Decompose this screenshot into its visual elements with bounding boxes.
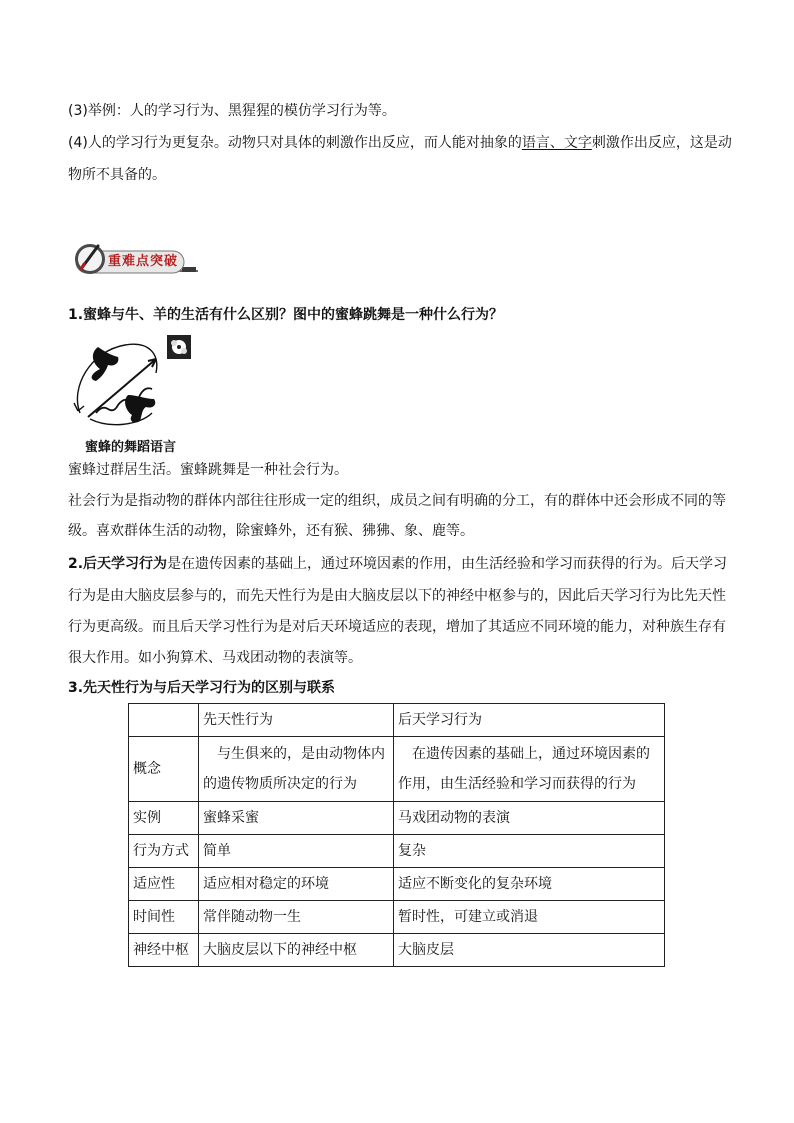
table-cell: 常伴随动物一生 — [199, 901, 394, 934]
table-cell: 适应相对稳定的环境 — [199, 868, 394, 901]
paragraph-4-underlined: 语言、文字 — [521, 135, 592, 151]
table-cell — [199, 737, 394, 802]
table-header-cell: 先天性行为 — [199, 704, 394, 737]
table-cell: 简单 — [199, 835, 394, 868]
paragraph-4 — [68, 133, 732, 153]
question-3-title: 3.先天性行为与后天学习行为的区别与联系 — [68, 680, 336, 696]
paragraph-2-line-2: 行为是由大脑皮层参与的，而先天性行为是由大脑皮层以下的神经中枢参与的，因此后天学习行为比先天性 — [68, 588, 726, 604]
brush-pen-icon — [75, 244, 105, 274]
explain-1-line-1: 社会行为是指动物的群体内部往往形成一定的组织，成员之间有明确的分工，有的群体中还会形成不同的等 — [68, 493, 726, 509]
table-row-label: 概念 — [129, 737, 199, 802]
flower-icon — [167, 335, 191, 359]
paragraph-4-text-b: 刺激作出反应，这是动 — [591, 135, 732, 151]
table-cell: 复杂 — [394, 835, 665, 868]
table-cell-line: 在遗传因素的基础上，通过环境因素的 — [398, 746, 650, 762]
paragraph-4-text-a: (4)人的学习行为更复杂。动物只对具体的刺激作出反应，而人能对抽象的 — [68, 135, 522, 151]
paragraph-2-text: 是在遗传因素的基础上，通过环境因素的作用，由生活经验和学习而获得的行为。后天学习 — [167, 556, 728, 572]
table-cell: 马戏团动物的表演 — [394, 802, 665, 835]
table-cell: 适应不断变化的复杂环境 — [394, 868, 665, 901]
table-cell — [394, 737, 665, 802]
paragraph-3: (3)举例：人的学习行为、黑猩猩的模仿学习行为等。 — [68, 103, 396, 119]
paragraph-2-line-3: 行为更高级。而且后天学习性行为是对后天环境适应的表现，增加了其适应不同环境的能力，对种族生存有 — [68, 619, 726, 635]
table-header-row — [129, 704, 665, 737]
table-row — [129, 934, 665, 967]
banner-title: 重难点突破 — [108, 254, 179, 269]
paragraph-4-continued: 物所不具备的。 — [68, 167, 166, 183]
table-row-label: 行为方式 — [129, 835, 199, 868]
table-row-label: 时间性 — [129, 901, 199, 934]
table-header-cell — [129, 704, 199, 737]
table-cell: 蜜蜂采蜜 — [199, 802, 394, 835]
bee-icon — [125, 395, 155, 423]
table-cell-line: 的遗传物质所决定的行为 — [203, 776, 357, 792]
explain-1-line-2: 级。喜欢群体生活的动物，除蜜蜂外，还有猴、狒狒、象、鹿等。 — [68, 523, 474, 539]
table-row — [129, 737, 665, 802]
table-row — [129, 802, 665, 835]
table-cell-line: 作用，由生活经验和学习而获得的行为 — [398, 776, 636, 792]
question-1: 1.蜜蜂与牛、羊的生活有什么区别？图中的蜜蜂跳舞是一种什么行为？ — [68, 307, 504, 323]
table-row — [129, 901, 665, 934]
table-row-label: 适应性 — [129, 868, 199, 901]
table-header-cell: 后天学习行为 — [394, 704, 665, 737]
comparison-table — [128, 703, 665, 967]
table-cell-line: 与生俱来的，是由动物体内 — [203, 746, 385, 762]
table-row — [129, 835, 665, 868]
paragraph-2-line-1 — [68, 554, 727, 574]
table-row — [129, 868, 665, 901]
paragraph-2-lead: 2.后天学习行为 — [68, 556, 168, 572]
bee-icon — [92, 347, 119, 381]
table-cell: 大脑皮层以下的神经中枢 — [199, 934, 394, 967]
answer-1: 蜜蜂过群居生活。蜜蜂跳舞是一种社会行为。 — [68, 462, 348, 478]
table-cell: 暂时性，可建立或消退 — [394, 901, 665, 934]
bee-dance-figure — [70, 333, 195, 431]
paragraph-2-line-4: 很大作用。如小狗算术、马戏团动物的表演等。 — [68, 650, 362, 666]
table-cell: 大脑皮层 — [394, 934, 665, 967]
table-row-label: 实例 — [129, 802, 199, 835]
figure-caption: 蜜蜂的舞蹈语言 — [85, 440, 177, 455]
table-row-label: 神经中枢 — [129, 934, 199, 967]
